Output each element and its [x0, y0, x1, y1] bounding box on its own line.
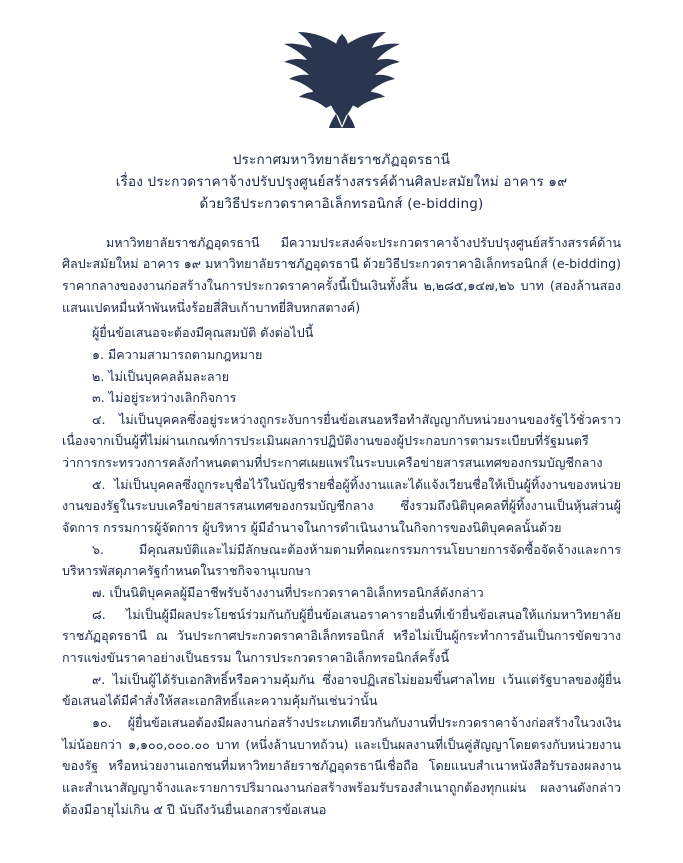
- qualification-item-3: ๓. ไม่อยู่ระหว่างเลิกกิจการ: [92, 390, 237, 406]
- title-line-1: ประกาศมหาวิทยาลัยราชภัฏอุดรธานี: [232, 152, 451, 168]
- title-line-3: ด้วยวิธีประกวดราคาอิเล็กทรอนิกส์ (e-bidding): [199, 195, 484, 212]
- document-title: [62, 150, 621, 216]
- qualification-item-9: ๙. ไม่เป็นผู้ได้รับเอกสิทธิ์หรือความคุ้มกัน ซึ่งอาจปฏิเสธไม่ยอมขึ้นศาลไทย เว้นแต่รัฐบาลของผู้ยื่นข้อเสนอได้มีคำสั่งให้สละเอกสิทธิ์และความคุ้มกันเช่นว่านั้น: [62, 671, 621, 709]
- qualification-item-2: ๒. ไม่เป็นบุคคลล้มละลาย: [92, 368, 230, 384]
- qualification-item-4: ๔. ไม่เป็นบุคคลซึ่งอยู่ระหว่างถูกระงับการยื่นข้อเสนอหรือทำสัญญากับหน่วยงานของรัฐไว้ชั่วคราวเนื่องจากเป็นผู้ที่ไม่ผ่านเกณฑ์การประเมินผลการปฏิบัติงานของผู้ประกอบการตามระเบียบที่รัฐมนตรีว่าการกระทรวงการคลังกำหนดตามที่ประกาศเผยแพร่ในระบบเครือข่ายสารสนเทศของกรมบัญชีกลาง: [62, 411, 621, 471]
- qualification-item-6: ๖. มีคุณสมบัติและไม่มีลักษณะต้องห้ามตามที่คณะกรรมการนโยบายการจัดซื้อจัดจ้างและการบริหารพัสดุภาครัฐกำหนดในราชกิจจานุเบกษา: [62, 541, 621, 579]
- intro-paragraph: มหาวิทยาลัยราชภัฏอุดรธานี มีความประสงค์จะประกวดราคาจ้างปรับปรุงศูนย์สร้างสรรค์ด้านศิลปะสมัยใหม่ อาคาร ๑๙ มหาวิทยาลัยราชภัฏอุดรธานี ด้วยวิธีประกวดราคาอิเล็กทรอนิกส์ (e-bidding) ราคากลางของงานก่อสร้างในการประกวดราคาครั้งนี้เป็นเงินทั้งสิ้น ๒,๒๘๕,๑๔๗,๒๖ บาท (สองล้านสองแสนแปดหมื่นห้าพันหนึ่งร้อยสี่สิบเก้าบาทยี่สิบหกสตางค์): [62, 234, 621, 315]
- title-line-2: เรื่อง ประกวดราคาจ้างปรับปรุงศูนย์สร้างสรรค์ด้านศิลปะสมัยใหม่ อาคาร ๑๙: [115, 173, 568, 190]
- qualification-item-10: ๑๐. ผู้ยื่นข้อเสนอต้องมีผลงานก่อสร้างประเภทเดียวกันกับงานที่ประกวดราคาจ้างก่อสร้างในวงเงินไม่น้อยกว่า ๑,๑๐๐,๐๐๐.๐๐ บาท (หนึ่งล้านบาทถ้วน) และเป็นผลงานที่เป็นคู่สัญญาโดยตรงกับหน่วยงานของรัฐ หรือหน่วยงานเอกชนที่มหาวิทยาลัยราชภัฏอุดรธานีเชื่อถือ โดยแนบสำเนาหนังสือรับรองผลงานและสำเนาสัญญาจ้างและรายการปริมาณงานก่อสร้างพร้อมรับรองสำเนาถูกต้องทุกแผ่น ผลงานดังกล่าวต้องมีอายุไม่เกิน ๕ ปี นับถึงวันยื่นเอกสารข้อเสนอ: [62, 715, 621, 817]
- qualification-item-8: ๘. ไม่เป็นผู้มีผลประโยชน์ร่วมกันกับผู้ยื่นข้อเสนอราคารายอื่นที่เข้ายื่นข้อเสนอให้แก่มหาวิทยาลัยราชภัฏอุดรธานี ณ วันประกาศประกวดราคาอิเล็กทรอนิกส์ หรือไม่เป็นผู้กระทำการอันเป็นการขัดขวางการแข่งขันราคาอย่างเป็นธรรม ในการประกวดราคาอิเล็กทรอนิกส์ครั้งนี้: [62, 606, 621, 666]
- document-body: [62, 232, 621, 821]
- emblem-container: [62, 28, 621, 136]
- garuda-emblem-icon: [276, 28, 408, 128]
- qualification-item-5: ๕. ไม่เป็นบุคคลซึ่งถูกระบุชื่อไว้ในบัญชีรายชื่อผู้ทิ้งงานและได้แจ้งเวียนชื่อให้เป็นผู้ทิ้งงานของหน่วยงานของรัฐในระบบเครือข่ายสารสนเทศของกรมบัญชีกลาง ซึ่งรวมถึงนิติบุคคลที่ผู้ทิ้งงานเป็นหุ้นส่วนผู้จัดการ กรรมการผู้จัดการ ผู้บริหาร ผู้มีอำนาจในการดำเนินงานในกิจการของนิติบุคคลนั้นด้วย: [62, 476, 621, 536]
- qualification-heading: ผู้ยื่นข้อเสนอจะต้องมีคุณสมบัติ ดังต่อไปนี้: [92, 324, 314, 340]
- qualification-item-1: ๑. มีความสามารถตามกฎหมาย: [92, 346, 263, 362]
- qualification-item-7: ๗. เป็นนิติบุคคลผู้มีอาชีพรับจ้างงานที่ประกวดราคาอิเล็กทรอนิกส์ดังกล่าว: [92, 585, 484, 601]
